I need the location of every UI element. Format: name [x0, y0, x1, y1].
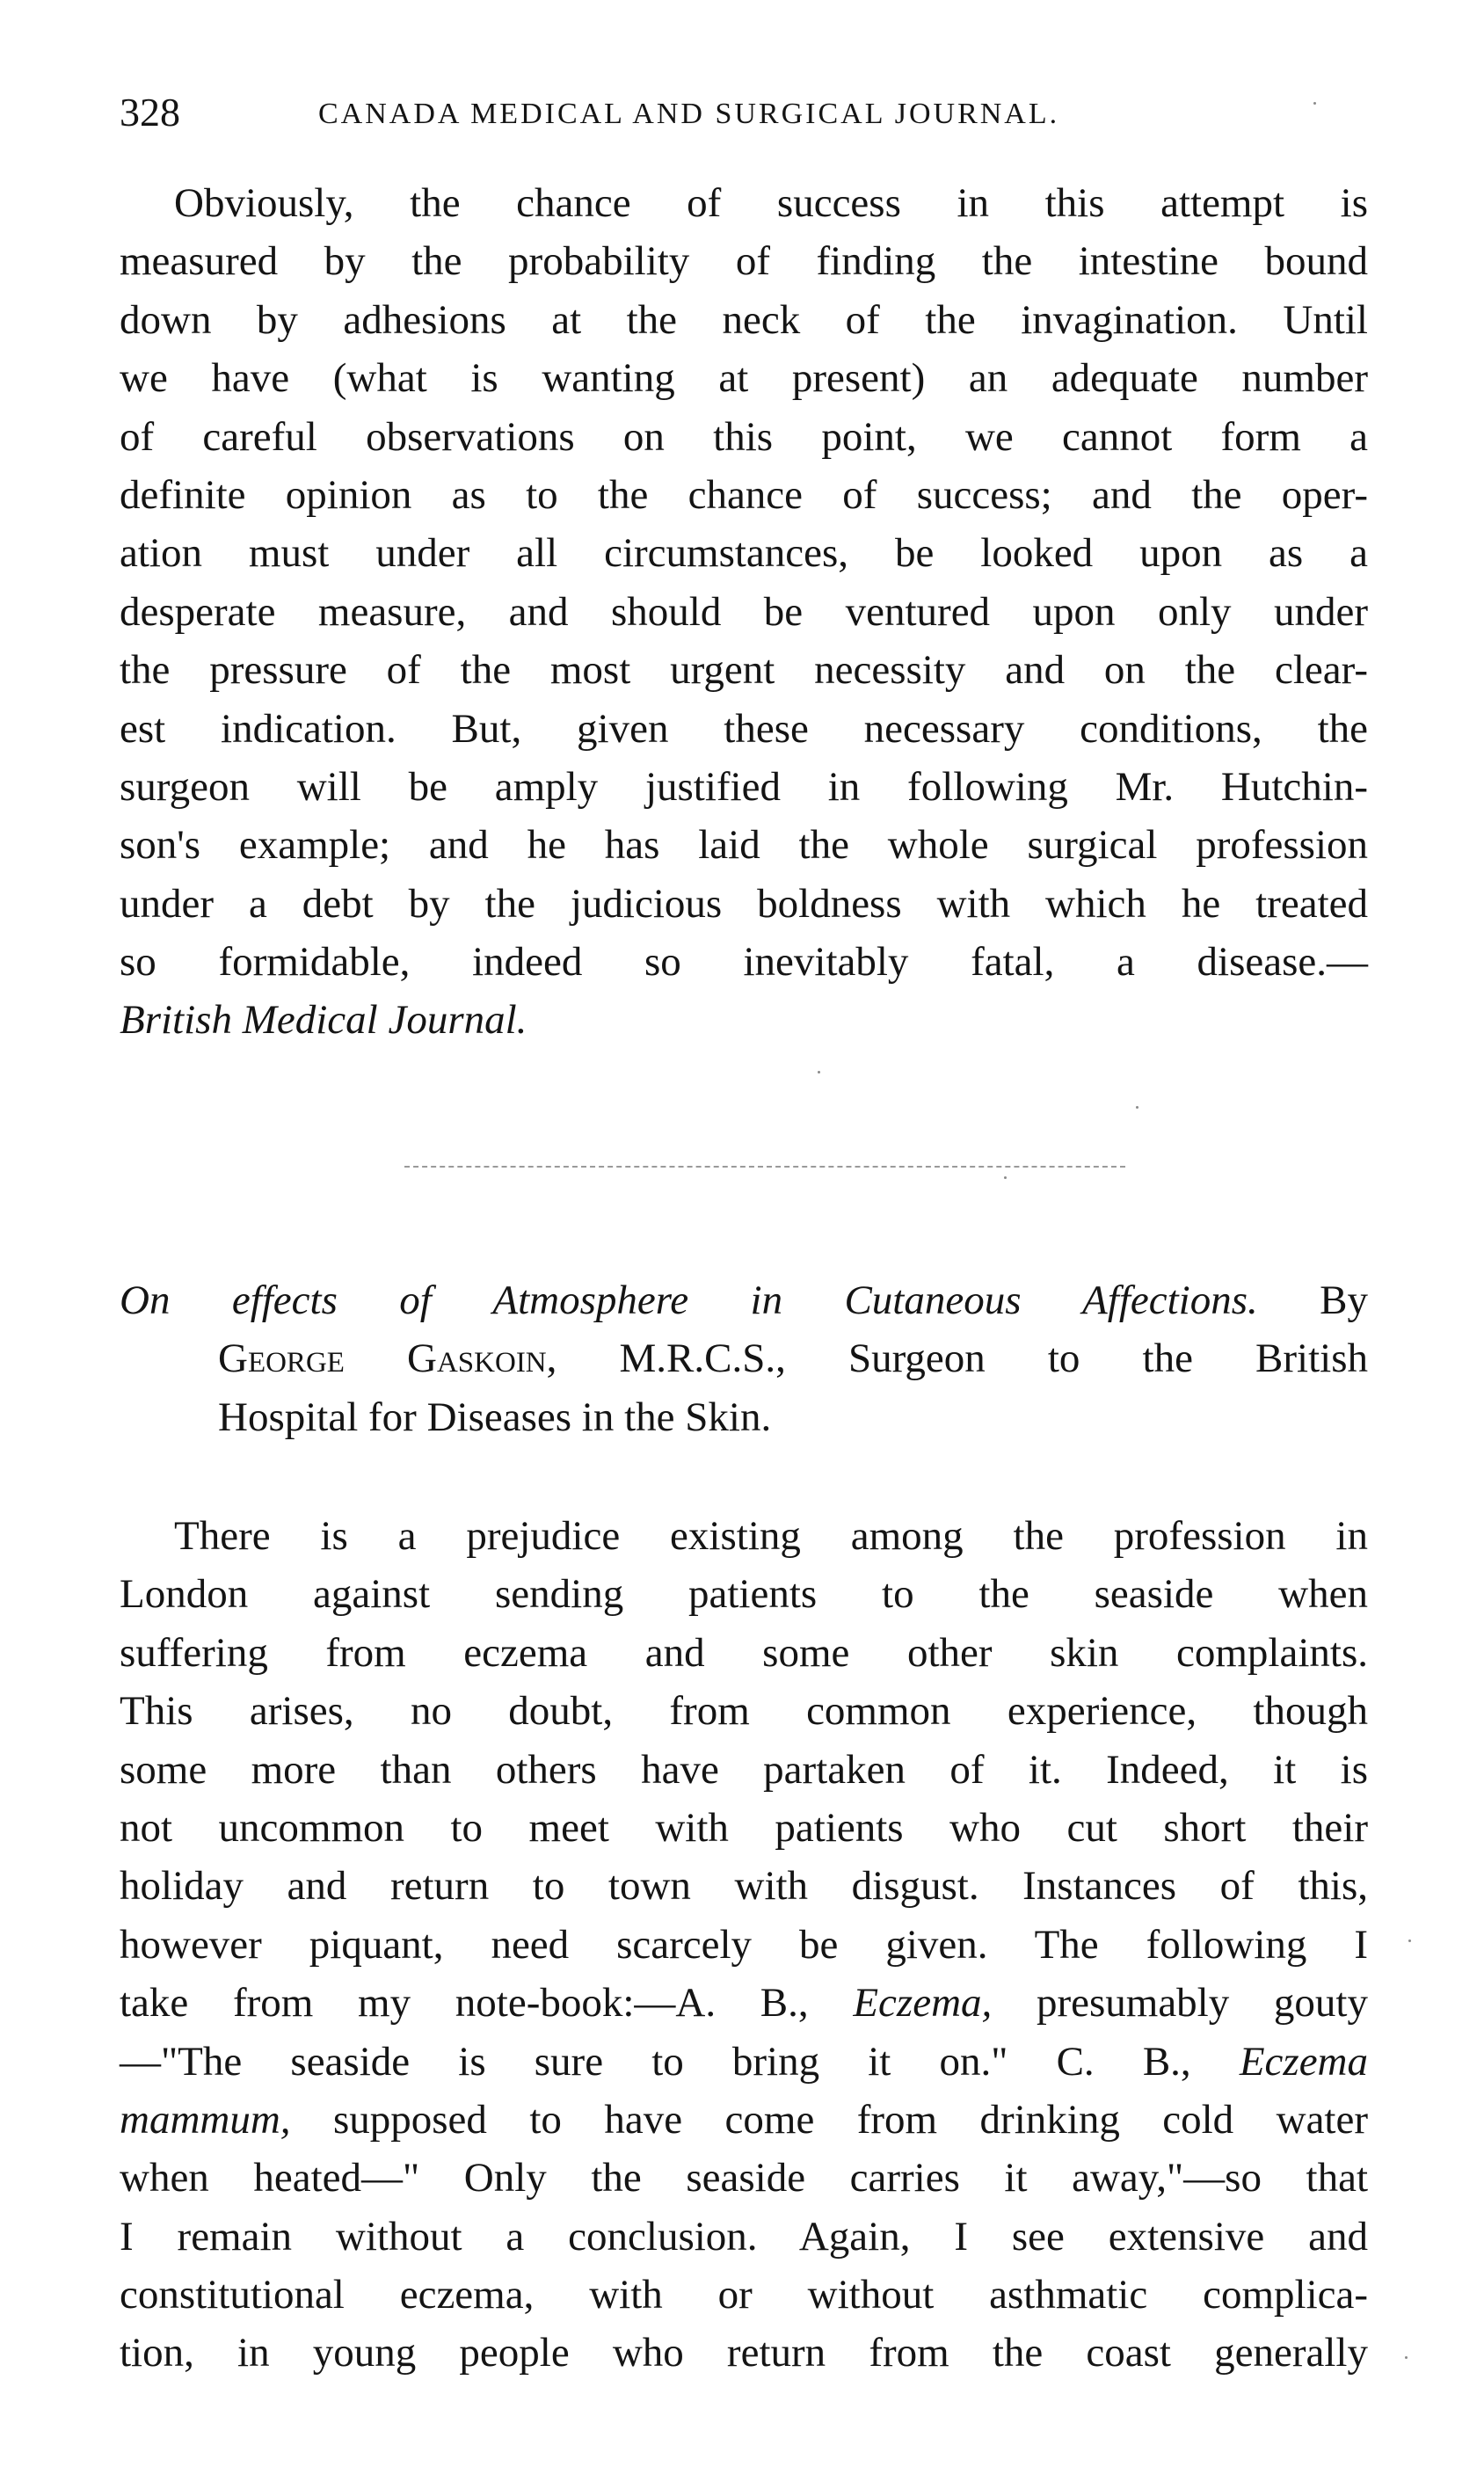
text-line: suffering from eczema and some other skin complaints. [120, 1629, 1368, 1676]
text-line: the pressure of the most urgent necessity and on the clear- [120, 647, 1368, 694]
text-line: under a debt by the judicious boldness with which he treated [120, 880, 1368, 927]
author-name: George Gaskoin, [218, 1335, 557, 1382]
byline-by: By [1320, 1277, 1369, 1323]
text-line [120, 2033, 1368, 2091]
article-continuation [120, 174, 1368, 1050]
italic-term: mammum, [120, 2096, 291, 2143]
text-line: constitutional eczema, with or without asthmatic complica- [120, 2272, 1368, 2318]
text-line: son's example; and he has laid the whole surgical profession [120, 822, 1368, 869]
page-number: 328 [120, 90, 180, 135]
text-line: however piquant, need scarcely be given. The following I [120, 1921, 1368, 1968]
text-line: down by adhesions at the neck of the invagination. Until [120, 296, 1368, 343]
scan-speck [1405, 2356, 1408, 2359]
scan-speck [1313, 102, 1316, 105]
text-line: London against sending patients to the seaside when [120, 1571, 1368, 1618]
text-line [120, 1974, 1368, 2032]
text-line: desperate measure, and should be ventured upon only under [120, 588, 1368, 635]
scan-speck [1408, 1940, 1411, 1942]
text-line: of careful observations on this point, we cannot form a [120, 413, 1368, 460]
text-segment: supposed to have come from drinking cold water [290, 2096, 1368, 2143]
author-credentials: M.R.C.S., Surgeon to the British [556, 1335, 1368, 1382]
text-line: ation must under all circumstances, be looked upon as a [120, 530, 1368, 577]
source-citation: British Medical Journal. [120, 997, 527, 1044]
section-divider [404, 1166, 1125, 1173]
scan-speck [1136, 1106, 1138, 1109]
journal-title: CANADA MEDICAL AND SURGICAL JOURNAL. [318, 98, 1060, 130]
scan-speck [1004, 1176, 1007, 1179]
text-segment: —"The seaside is sure to bring it on." C. B., [120, 2038, 1240, 2085]
text-segment: take from my note-book:—A. B., [120, 1980, 854, 2027]
article-heading [120, 1271, 1368, 1446]
text-segment: presumably gouty [992, 1980, 1368, 2027]
running-head [120, 86, 1368, 139]
text-line: tion, in young people who return from the coast generally [120, 2330, 1368, 2376]
author-affiliation: Hospital for Diseases in the Skin. [218, 1394, 772, 1440]
text-line: measured by the probability of finding the intestine bound [120, 238, 1368, 285]
article-body [120, 1507, 1368, 2383]
author-line [120, 1329, 1368, 1387]
text-line [120, 2091, 1368, 2149]
scan-speck [818, 1071, 820, 1073]
text-line: This arises, no doubt, from common experience, though [120, 1688, 1368, 1735]
text-line: I remain without a conclusion. Again, I see extensive and [120, 2213, 1368, 2260]
text-line: There is a prejudice existing among the profession in [174, 1513, 1368, 1559]
article-title: On effects of Atmosphere in Cutaneous Affections. [120, 1277, 1258, 1323]
text-line: definite opinion as to the chance of success; and the oper- [120, 471, 1368, 518]
text-line: we have (what is wanting at present) an adequate number [120, 355, 1368, 402]
text-line: Obviously, the chance of success in this attempt is [174, 180, 1368, 226]
text-line: so formidable, indeed so inevitably fatal, a disease.— [120, 939, 1368, 986]
text-line: when heated—" Only the seaside carries it away,"—so that [120, 2155, 1368, 2202]
text-line: holiday and return to town with disgust. Instances of this, [120, 1863, 1368, 1910]
italic-term: Eczema, [853, 1980, 993, 2027]
text-line: est indication. But, given these necessary conditions, the [120, 705, 1368, 752]
text-line: not uncommon to meet with patients who cut short their [120, 1804, 1368, 1851]
italic-term: Eczema [1239, 2038, 1368, 2085]
article-title-line [120, 1271, 1368, 1329]
text-line: some more than others have partaken of it. Indeed, it is [120, 1746, 1368, 1793]
text-line: surgeon will be amply justified in following Mr. Hutchin- [120, 763, 1368, 810]
